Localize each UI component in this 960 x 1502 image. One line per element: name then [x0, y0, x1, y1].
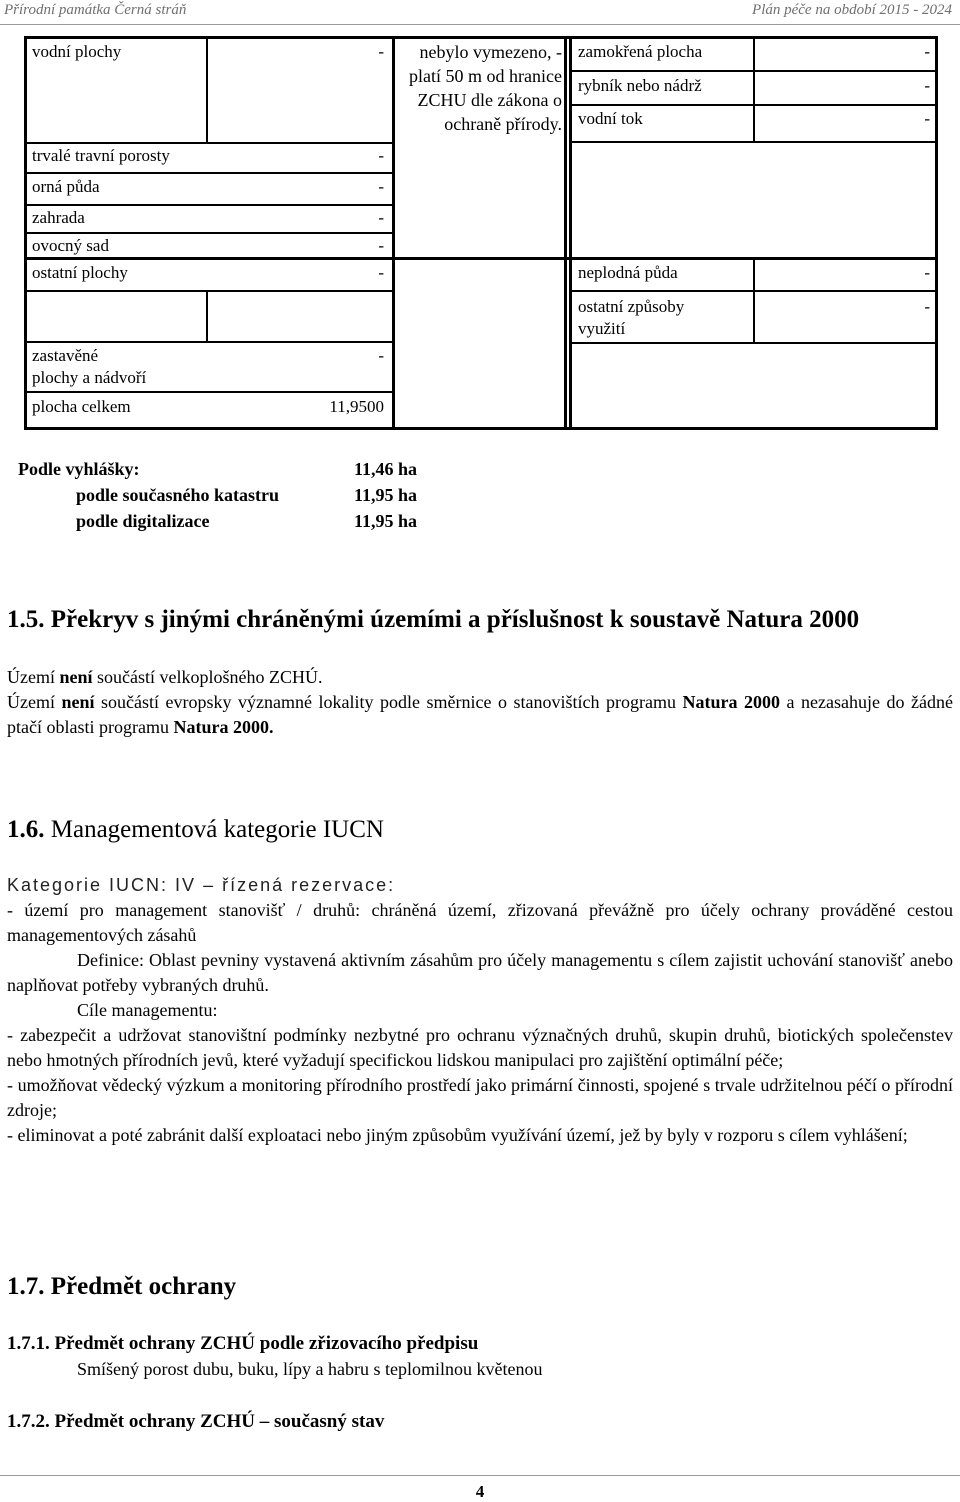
row-label-orchard: ovocný sad: [32, 236, 109, 255]
table-divider: [24, 142, 394, 144]
table-divider: [24, 290, 394, 292]
row-label-garden: zahrada: [32, 208, 85, 227]
row-value-built-up: -: [378, 346, 384, 365]
table-divider: [24, 204, 394, 206]
subsection-heading-1-7-2: 1.7.2. Předmět ochrany ZCHÚ – současný stav: [7, 1411, 385, 1432]
table-divider: [24, 257, 938, 260]
table-divider: [24, 172, 394, 174]
table-divider: [24, 232, 394, 234]
subsection-1-7-1-text: Smíšený porost dubu, buku, lípy a habru s teplomilnou květenou: [77, 1359, 543, 1379]
row-label-built-up-line2: plochy a nádvoří: [32, 368, 147, 387]
table-divider: [569, 342, 938, 344]
management-goal: - eliminovat a poté zabránit další exploataci nebo jiným způsobům využívání území, jež by byly v rozporu s cílem vyhlášení;: [7, 1125, 908, 1145]
table-divider: [206, 290, 208, 342]
header-divider: [0, 24, 960, 25]
row-label-arable-land: orná půda: [32, 177, 100, 196]
area-label-digitalization: podle digitalizace: [76, 511, 210, 531]
row-value-arable-land: -: [378, 177, 384, 196]
footer-divider: [0, 1475, 960, 1476]
row-value-water-areas: -: [378, 42, 384, 61]
table-divider: [24, 391, 394, 393]
row-value-other-areas: -: [378, 263, 384, 282]
table-divider: [753, 257, 755, 343]
row-label-grassland: trvalé travní porosty: [32, 146, 170, 165]
row-label-other-areas: ostatní plochy: [32, 263, 128, 282]
management-goal: - umožňovat vědecký výzkum a monitoring přírodního prostředí jako primární činnosti, spojené s trvale udržitelnou péčí o přírodní zdroje;: [7, 1075, 953, 1120]
table-divider: [569, 104, 938, 106]
header-document-title: Přírodní památka Černá stráň: [4, 2, 187, 18]
row-label-total-area: plocha celkem: [32, 397, 131, 416]
section-heading-1-7: 1.7. Předmět ochrany: [7, 1273, 237, 1300]
table-divider: [206, 36, 208, 142]
row-label-barren-land: neplodná půda: [578, 263, 678, 282]
row-value-pond: -: [924, 76, 930, 95]
section-1-6-body: [7, 873, 953, 1148]
row-value-other-uses: -: [924, 297, 930, 316]
paragraph-natura-2000: Území není součástí evropsky významné lokality podle směrnice o stanovištích programu Natura 2000 a nezasahuje do žádné ptačí oblasti programu Natura 2000.: [7, 692, 953, 737]
row-label-other-uses-line2: využití: [578, 319, 626, 338]
row-label-built-up-line1: zastavěné: [32, 346, 99, 365]
row-value-grassland: -: [378, 146, 384, 165]
iucn-definition: Definice: Oblast pevniny vystavená aktivním zásahům pro účely managementu s cílem zajistit uchování stanovišť anebo naplňovat potřeby vybraných druhů.: [7, 950, 954, 995]
row-label-pond: rybník nebo nádrž: [578, 76, 702, 95]
iucn-category: Kategorie IUCN: IV – řízená rezervace:: [7, 875, 396, 895]
subsection-heading-1-7-1: 1.7.1. Předmět ochrany ZCHÚ podle zřizovacího předpisu: [7, 1333, 479, 1354]
table-divider: [753, 36, 755, 142]
area-value-digitalization: 11,95 ha: [354, 511, 418, 531]
area-label-cadastre: podle současného katastru: [76, 485, 280, 505]
area-title-decree: Podle vyhlášky:: [18, 459, 140, 479]
row-label-watercourse: vodní tok: [578, 109, 643, 128]
section-heading-1-6: 1.6. Managementová kategorie IUCN: [7, 816, 384, 843]
table-divider: [569, 290, 938, 292]
table-divider: [564, 36, 567, 430]
section-heading-1-5: 1.5. Překryv s jinými chráněnými územími a příslušnost k soustavě Natura 2000: [7, 606, 860, 633]
table-divider: [569, 36, 572, 430]
area-value-cadastre: 11,95 ha: [354, 485, 418, 505]
row-value-garden: -: [378, 208, 384, 227]
row-label-other-uses-line1: ostatní způsoby: [578, 297, 685, 316]
row-value-barren-land: -: [924, 263, 930, 282]
row-label-wetland: zamokřená plocha: [578, 42, 703, 61]
paragraph-large-scale-zchu: Území není součástí velkoplošného ZCHÚ.: [7, 667, 323, 687]
management-goal: - zabezpečit a udržovat stanovištní podmínky nezbytné pro ochranu význačných druhů, skupin druhů, biotických společenstev nebo hmotných přírodních jevů, které vyžadují specifickou lidskou manipulaci pro zajištění optimální péče;: [7, 1025, 953, 1070]
row-value-orchard: -: [378, 236, 384, 255]
management-goals-title: Cíle managementu:: [77, 1000, 218, 1020]
table-divider: [569, 141, 938, 143]
protection-zone-note: nebylo vymezeno, - platí 50 m od hranice ZCHU dle zákona o ochraně přírody.: [409, 42, 562, 134]
row-label-water-areas: vodní plochy: [32, 42, 122, 61]
table-divider: [24, 341, 394, 343]
row-value-wetland: -: [924, 42, 930, 61]
row-value-total-area: 11,9500: [329, 397, 384, 416]
iucn-line-management: - území pro management stanovišť / druhů: chráněná území, zřizovaná převážně pro účely ochrany prováděné cestou managementových zásahů: [7, 900, 953, 945]
page-number: 4: [475, 1482, 485, 1501]
row-value-watercourse: -: [924, 109, 930, 128]
header-plan-period: Plán péče na období 2015 - 2024: [752, 2, 952, 18]
area-value-decree: 11,46 ha: [354, 459, 418, 479]
table-divider: [569, 70, 938, 72]
section-1-5-body: [7, 665, 953, 740]
